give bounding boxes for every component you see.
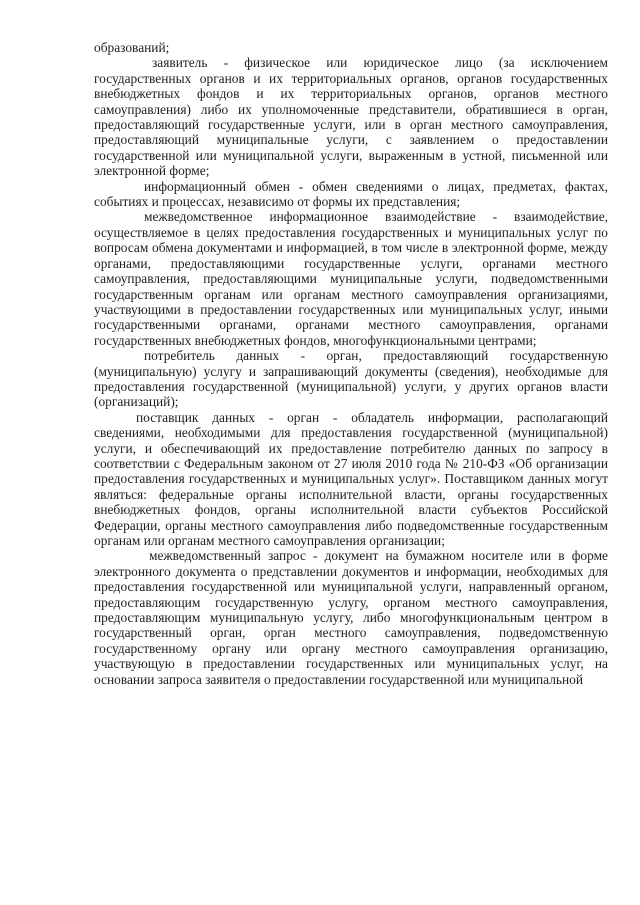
paragraph-interagency-interaction-definition: межведомственное информационное взаимодействие - взаимодействие, осуществляемое в целях предоставления государственных и муниципальных услуг по вопросам обмена документами и информацией, в том числе в электронной форме, между органами, предоставляющими государственные услуги, органами местного самоуправления, предоставляющими муниципальные услуги, подведомственными государственным органам или органам местного самоуправления организациями, участвующими в предоставлении государственных или муниципальных услуг, иными государственными органами, органами местного самоуправления, органами государственных внебюджетных фондов, многофункциональными центрами; [94,209,608,348]
paragraph-applicant-definition: заявитель - физическое или юридическое лицо (за исключением государственных органов и их территориальных органов, органов государственных внебюджетных фондов и их территориальных органов, органов местного самоуправления) либо их уполномоченные представители, обратившиеся в орган, предоставляющий государственные услуги, или в орган местного самоуправления, предоставляющий муниципальные услуги, с заявлением о предоставлении государственной или муниципальной услуги, выраженным в устной, письменной или электронной форме; [94,55,608,179]
paragraph-data-provider-definition: поставщик данных - орган - обладатель информации, располагающий сведениями, необходимыми для предоставления государственной (муниципальной) услуги, и обеспечивающий их предоставление потребителю данных по запросу в соответствии с Федеральным законом от 27 июля 2010 года № 210-ФЗ «Об организации предоставления государственных и муниципальных услуг». Поставщиком данных могут являться: федеральные органы исполнительной власти, органы государственных внебюджетных фондов, органы исполнительной власти субъектов Российской Федерации, органы местного самоуправления либо подведомственные государственным органам или органам местного самоуправления организации; [94,409,608,548]
paragraph-interagency-request-definition: межведомственный запрос - документ на бумажном носителе или в форме электронного документа о представлении документов и информации, необходимых для предоставления государственной или муниципальной услуги, направленный органом, предоставляющим государственную услугу, органом местного самоуправления, предоставляющим муниципальную услугу, либо многофункциональным центром в государственный орган, орган местного самоуправления, подведомственную государственному органу или органу местного самоуправления организацию, участвующую в предоставлении государственных или муниципальных услуг, на основании запроса заявителя о предоставлении государственной или муниципальной [94,548,608,687]
paragraph-continuation: образований; [94,40,170,55]
paragraph-data-consumer-definition: потребитель данных - орган, предоставляющий государственную (муниципальную) услугу и запрашивающий документы (сведения), необходимые для предоставления государственной (муниципальной) услуги, у других органов власти (организаций); [94,348,608,410]
document-body [94,40,608,687]
paragraph-information-exchange-definition: информационный обмен - обмен сведениями о лицах, предметах, фактах, событиях и процессах, независимо от формы их представления; [94,178,608,210]
